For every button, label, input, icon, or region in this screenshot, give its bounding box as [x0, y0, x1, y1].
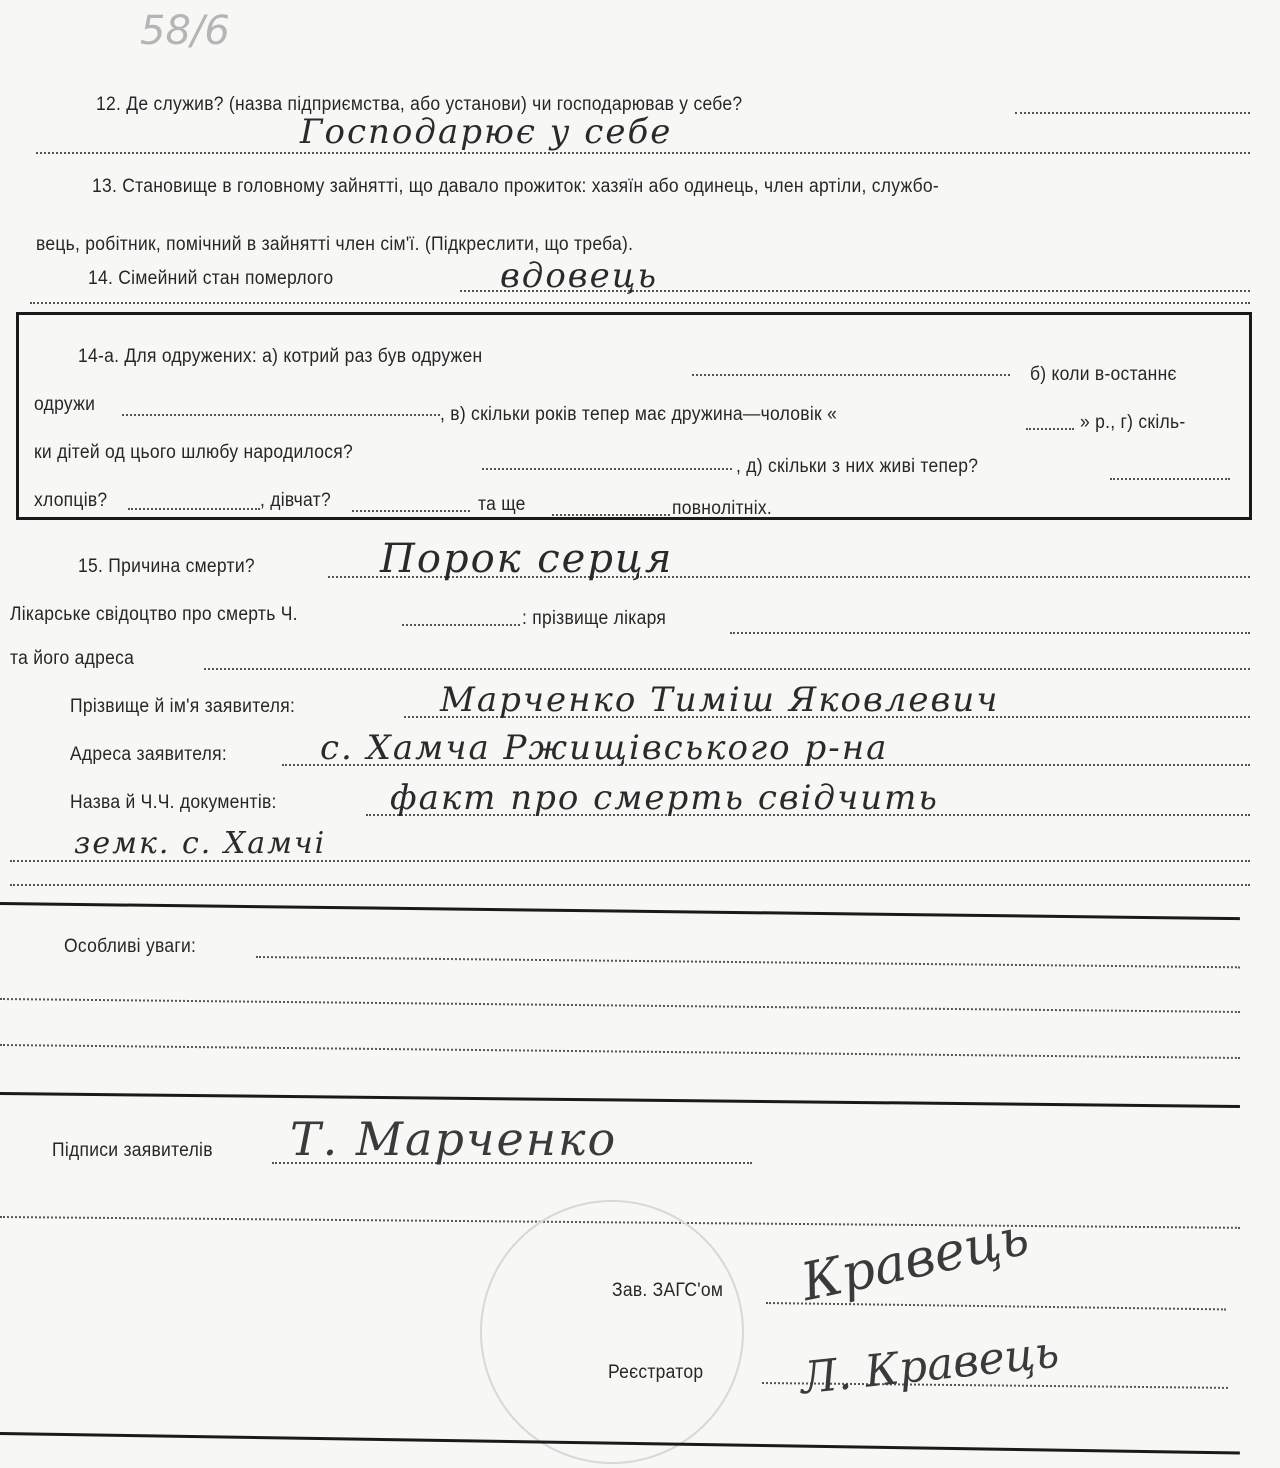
applicants-signature-label: Підписи заявителів	[52, 1140, 213, 1161]
q14a-girls-field[interactable]	[352, 510, 470, 512]
q15-label: 15. Причина смерти?	[78, 556, 255, 577]
applicants-signature: Т. Марченко	[290, 1112, 618, 1166]
q14a-line4-d: повнолітніх.	[672, 498, 773, 519]
medical-certificate-field[interactable]	[402, 624, 520, 626]
applicant-address-value: с. Хамча Ржищівського р-на	[320, 728, 889, 768]
notes-line-2[interactable]	[0, 998, 1240, 1013]
q14a-boys-field[interactable]	[128, 508, 260, 510]
q14-extra-line	[30, 302, 1250, 304]
applicant-name-value: Марченко Тиміш Яковлевич	[440, 680, 1000, 720]
q13-line2: вець, робітник, помічний в зайнятті член сім'ї. (Підкреслити, що треба).	[36, 234, 634, 255]
documents-value: факт про смерть свідчить	[390, 778, 939, 818]
q14a-line3-b: , д) скільки з них живі тепер?	[736, 456, 979, 477]
applicant-name-label: Прізвище й ім'я заявителя:	[70, 696, 296, 717]
q14a-line3-a: ки дітей од цього шлюбу народилося?	[34, 442, 353, 463]
q12-dotted-line	[1015, 112, 1250, 114]
doctor-field[interactable]	[730, 632, 1250, 634]
q14a-line1-b: б) коли в-останнє	[1030, 364, 1177, 385]
q14a-c-field[interactable]	[1026, 428, 1074, 430]
registry-head-signature: Кравець	[796, 1206, 1034, 1314]
doctor-label: : прізвище лікаря	[522, 608, 667, 629]
q14a-a-field[interactable]	[692, 374, 1010, 376]
notes-divider	[0, 1092, 1240, 1108]
notes-label: Особливі уваги:	[64, 936, 197, 957]
q14-label: 14. Сімейний стан померлого	[88, 268, 334, 289]
q14a-adults-field[interactable]	[552, 514, 670, 516]
q14a-line2-a: одружи	[34, 394, 96, 415]
q14a-line4-a: хлопців?	[34, 490, 108, 511]
q14a-b-field[interactable]	[122, 414, 440, 416]
applicant-address-label: Адреса заявителя:	[70, 744, 228, 765]
q14a-d-field[interactable]	[482, 468, 732, 470]
q14a-line1-a: 14-а. Для одружених: а) котрий раз був одружен	[78, 346, 483, 367]
q14a-line2-c: » р., г) скіль-	[1080, 412, 1186, 433]
documents-value-2: земк. с. Хамчі	[74, 826, 327, 861]
q14a-line2-b: , в) скільки років тепер має дружина—чоловік «	[440, 404, 838, 425]
q12-answer: Господарює у себе	[300, 112, 673, 152]
archive-number: 58/6	[140, 8, 230, 54]
doctor-address-field[interactable]	[204, 668, 1250, 670]
q12-label: 12. Де служив? (назва підприємства, або установи) чи господарював у себе?	[96, 94, 743, 115]
medical-certificate-label: Лікарське свідоцтво про смерть Ч.	[10, 604, 298, 625]
q15-answer: Порок серця	[380, 536, 674, 582]
registrar-signature: Л. Кравець	[798, 1326, 1062, 1405]
doctor-address-label: та його адреса	[10, 648, 135, 669]
documents-label: Назва й Ч.Ч. документів:	[70, 792, 277, 813]
registry-head-label: Зав. ЗАГС'ом	[612, 1280, 724, 1301]
q14a-line4-b: , дівчат?	[260, 490, 331, 511]
notes-line-3[interactable]	[0, 1044, 1240, 1059]
q12-answer-line[interactable]	[36, 152, 1250, 154]
official-stamp	[480, 1200, 744, 1464]
documents-line-3	[10, 884, 1250, 886]
q14-answer: вдовець	[500, 256, 658, 296]
q13-line1: 13. Становище в головному зайнятті, що давало прожиток: хазяїн або одинець, член артіли, службо-	[92, 176, 940, 197]
q14a-line4-c: та ще	[478, 494, 526, 515]
section-divider	[0, 902, 1240, 920]
registrar-label: Реєстратор	[608, 1362, 704, 1383]
notes-line-1[interactable]	[256, 956, 1240, 968]
q14a-e-field[interactable]	[1110, 478, 1230, 480]
